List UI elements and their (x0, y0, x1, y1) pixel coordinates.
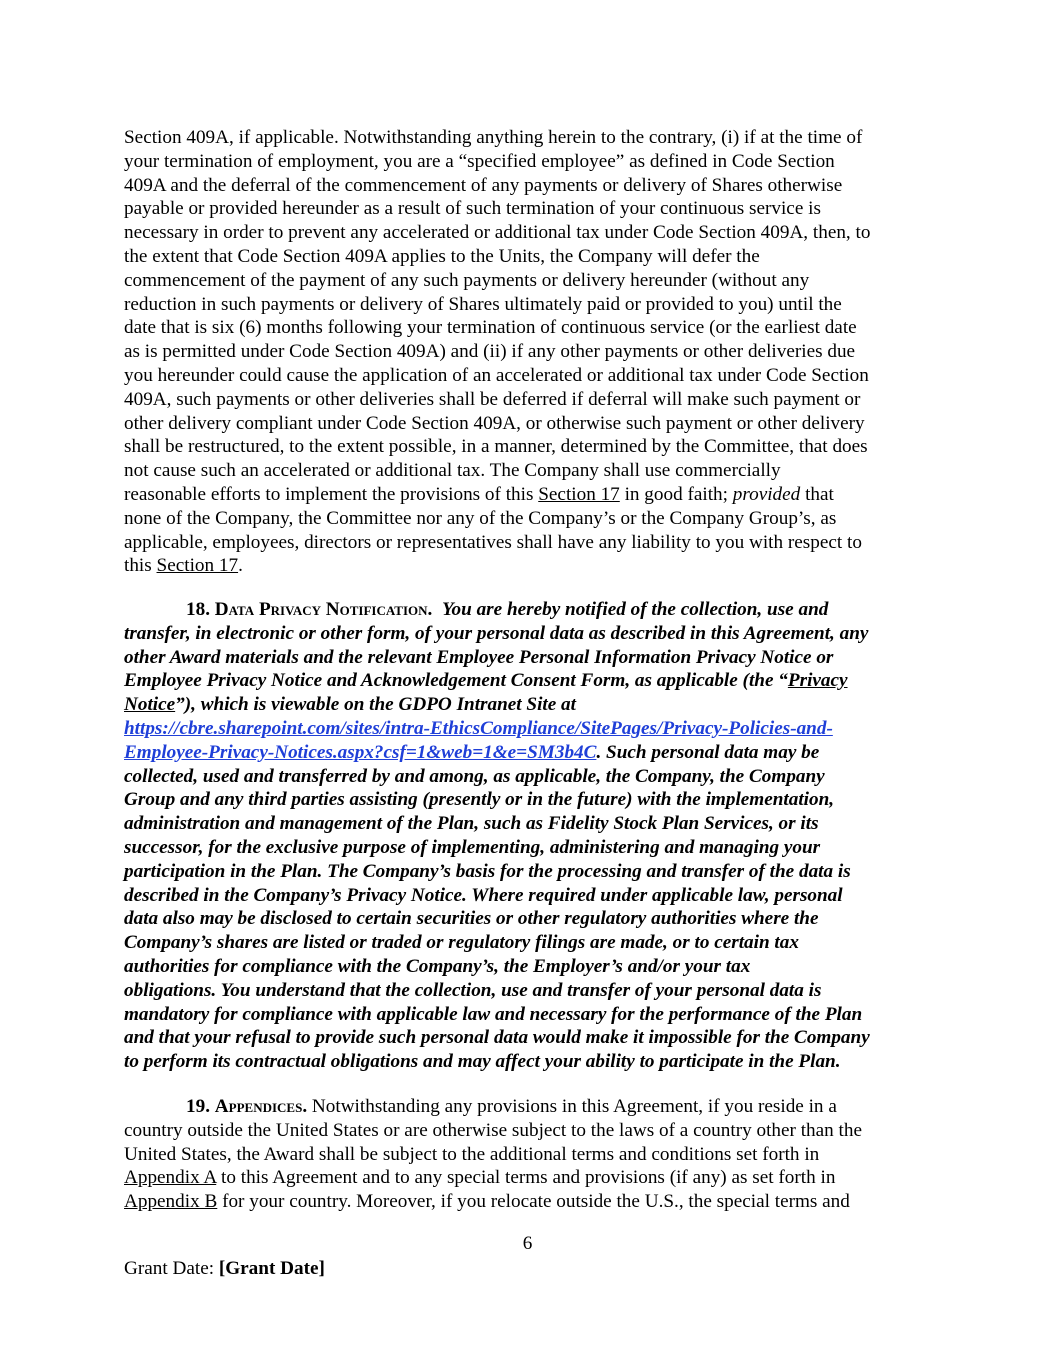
text-line: shall be restructured, to the extent possible, in a manner, determined by the Committee, that does (124, 436, 868, 458)
text-line (124, 1166, 934, 1190)
section-17-reference: Section 17 (538, 483, 620, 505)
text-line: Company’s shares are listed or traded or regulatory filings are made, or to certain tax (124, 932, 799, 954)
section-17-continuation (124, 126, 934, 578)
text-line: other Award materials and the relevant Employee Personal Information Privacy Notice or (124, 646, 834, 668)
text-run: that (800, 483, 834, 505)
text-run (432, 599, 442, 620)
text-line: Group and any third parties assisting (presently or in the future) with the implementation, (124, 789, 835, 811)
text-line: participation in the Plan. The Company’s basis for the processing and transfer of the data is (124, 860, 851, 882)
text-line: not cause such an accelerated or additional tax. The Company shall use commercially (124, 460, 781, 482)
text-run: ”), which is viewable on the GDPO Intranet Site at (175, 694, 576, 716)
text-line: collected, used and transferred by and among, as applicable, the Company, the Company (124, 765, 825, 787)
text-line: 409A and the deferral of the commencement of any payments or delivery of Shares otherwise (124, 174, 843, 196)
grant-date-value: [Grant Date] (218, 1258, 325, 1279)
text-run: Employee Privacy Notice and Acknowledgement Consent Form, as applicable (the “ (124, 670, 788, 692)
text-run: You are hereby notified of the collection, use and (441, 599, 829, 620)
appendix-a-reference: Appendix A (124, 1167, 217, 1189)
text-line: country outside the United States or are otherwise subject to the laws of a country other than the (124, 1119, 862, 1141)
text-line: and that your refusal to provide such personal data would make it impossible for the Company (124, 1027, 870, 1049)
section-19-heading: Appendices. (214, 1096, 308, 1117)
text-line: mandatory for compliance with applicable law and necessary for the performance of the Plan (124, 1003, 863, 1025)
text-line: applicable, employees, directors or representatives shall have any liability to you with respect to (124, 531, 862, 553)
text-line: commencement of the payment of any such payments or delivery hereunder (without any (124, 269, 810, 291)
section-18-data-privacy (124, 598, 934, 1074)
text-run: Notwithstanding any provisions in this Agreement, if you reside in a (307, 1096, 837, 1117)
text-line: described in the Company’s Privacy Notice. Where required under applicable law, personal (124, 884, 843, 906)
text-line: Section 409A, if applicable. Notwithstanding anything herein to the contrary, (i) if at the time of (124, 127, 863, 148)
text-line: other delivery compliant under Code Section 409A, or otherwise such payment or other delivery (124, 412, 865, 434)
text-line: your termination of employment, you are a “specified employee” as defined in Code Section (124, 150, 835, 172)
text-line: reduction in such payments or delivery of Shares ultimately paid or provided to you) until the (124, 293, 842, 315)
text-line (124, 1190, 934, 1214)
text-line: data also may be disclosed to certain securities or other regulatory authorities where the (124, 908, 819, 930)
text-run: this (124, 555, 157, 577)
text-line: transfer, in electronic or other form, of your personal data as described in this Agreement, any (124, 622, 869, 644)
text-line: to perform its contractual obligations and may affect your ability to participate in the Plan. (124, 1051, 841, 1073)
text-line: necessary in order to prevent any accelerated or additional tax under Code Section 409A, then, to (124, 222, 871, 244)
privacy-notice-link[interactable]: Employee-Privacy-Notices.aspx?csf=1&web=1&e=SM3b4C (124, 741, 597, 763)
text-line: authorities for compliance with the Company’s, the Employer’s and/or your tax (124, 955, 751, 977)
text-line (124, 554, 934, 578)
text-line: successor, for the exclusive purpose of implementing, administering and managing your (124, 836, 821, 858)
text-run: to this Agreement and to any special terms and provisions (if any) as set forth in (216, 1167, 836, 1189)
text-line: 409A, such payments or other deliveries shall be deferred if deferral will make such payment or (124, 388, 861, 410)
section-18-number: 18. (186, 599, 215, 620)
text-line: as is permitted under Code Section 409A) and (ii) if any other payments or other deliveries due (124, 341, 856, 363)
text-line (124, 717, 934, 741)
privacy-notice-term: Notice (124, 694, 176, 716)
text-line (124, 1095, 934, 1119)
page-number: 6 (522, 1233, 533, 1254)
section-18-heading: Data Privacy Notification. (214, 599, 433, 620)
text-line (124, 669, 934, 693)
privacy-notice-link[interactable]: https://cbre.sharepoint.com/sites/intra-EthicsCompliance/SitePages/Privacy-Policies-and- (124, 717, 833, 739)
section-17-reference: Section 17 (156, 555, 239, 577)
text-run: . (238, 555, 243, 577)
text-line (124, 483, 934, 507)
text-run: for your country. Moreover, if you relocate outside the U.S., the special terms and (217, 1191, 850, 1213)
text-line (124, 693, 934, 717)
text-line: obligations. You understand that the collection, use and transfer of your personal data is (124, 979, 822, 1001)
text-line: none of the Company, the Committee nor any of the Company’s or the Company Group’s, as (124, 507, 837, 529)
text-line (124, 598, 934, 622)
text-line (124, 741, 934, 765)
provided-term: provided (732, 483, 801, 505)
privacy-notice-term: Privacy (787, 670, 848, 692)
grant-date-label: Grant Date: (124, 1258, 219, 1279)
text-line: the extent that Code Section 409A applies to the Units, the Company will defer the (124, 245, 760, 267)
section-19-appendices (124, 1095, 934, 1214)
grant-date-footer (124, 1258, 325, 1280)
text-line: United States, the Award shall be subject to the additional terms and conditions set forth in (124, 1143, 820, 1165)
text-line: you hereunder could cause the application of an accelerated or additional tax under Code Section (124, 364, 869, 386)
text-line: payable or provided hereunder as a result of such termination of your continuous service is (124, 198, 821, 220)
text-line: date that is six (6) months following your termination of continuous service (or the earliest date (124, 317, 857, 339)
text-run: in good faith; (619, 483, 733, 505)
text-line: administration and management of the Plan, such as Fidelity Stock Plan Services, or its (124, 813, 819, 835)
text-run: reasonable efforts to implement the provisions of this (124, 483, 539, 505)
text-run: . Such personal data may be (596, 741, 820, 763)
appendix-b-reference: Appendix B (124, 1191, 218, 1213)
section-19-number: 19. (186, 1096, 215, 1117)
